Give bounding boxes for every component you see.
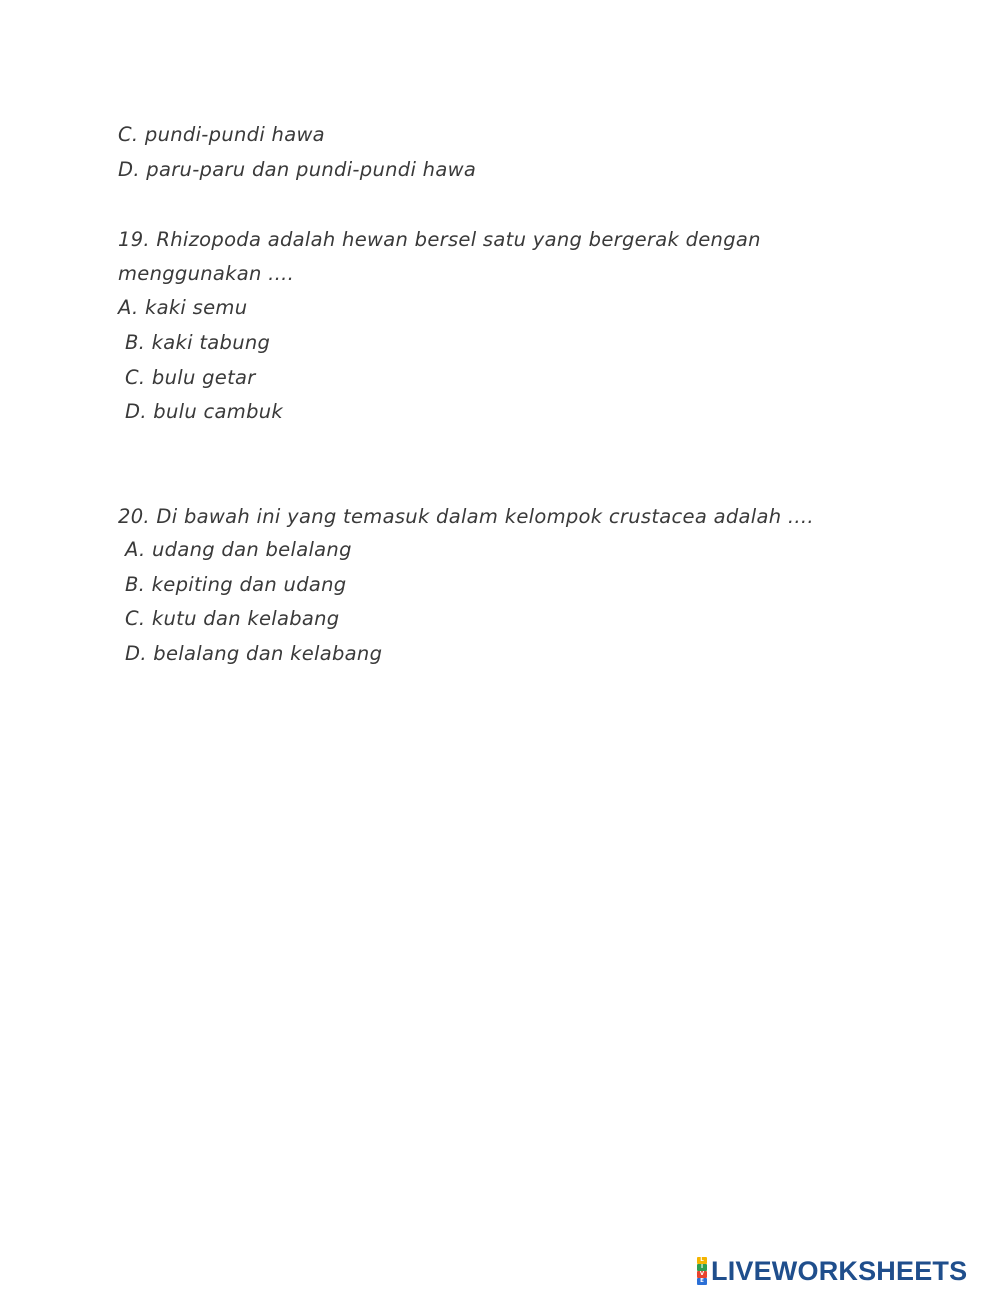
question-20-text: 20. Di bawah ini yang temasuk dalam kelompok crustacea adalah .... bbox=[118, 505, 814, 528]
question-20-option-a: A. udang dan belalang bbox=[125, 538, 352, 561]
question-19-option-d: D. bulu cambuk bbox=[125, 400, 284, 423]
liveworksheets-logo-icon bbox=[697, 1257, 707, 1285]
question-19-text-line1: 19. Rhizopoda adalah hewan bersel satu yang bergerak dengan bbox=[118, 228, 761, 251]
question-20-option-d: D. belalang dan kelabang bbox=[125, 642, 383, 665]
logo-letter-i: I bbox=[697, 1264, 707, 1271]
question-19-option-b: B. kaki tabung bbox=[125, 331, 271, 354]
liveworksheets-logo bbox=[697, 1257, 967, 1285]
logo-letter-e: E bbox=[697, 1278, 707, 1285]
prev-option-d: D. paru-paru dan pundi-pundi hawa bbox=[118, 158, 477, 181]
question-20-option-c: C. kutu dan kelabang bbox=[125, 607, 340, 630]
liveworksheets-logo-text: LIVEWORKSHEETS bbox=[711, 1256, 968, 1286]
logo-letter-l: L bbox=[697, 1257, 707, 1264]
logo-letter-v: V bbox=[697, 1271, 707, 1278]
question-19-option-a: A. kaki semu bbox=[118, 296, 248, 319]
question-19-option-c: C. bulu getar bbox=[125, 366, 256, 389]
prev-option-c: C. pundi-pundi hawa bbox=[118, 123, 325, 146]
question-20-option-b: B. kepiting dan udang bbox=[125, 573, 347, 596]
question-19-text-line2: menggunakan .... bbox=[118, 262, 295, 285]
